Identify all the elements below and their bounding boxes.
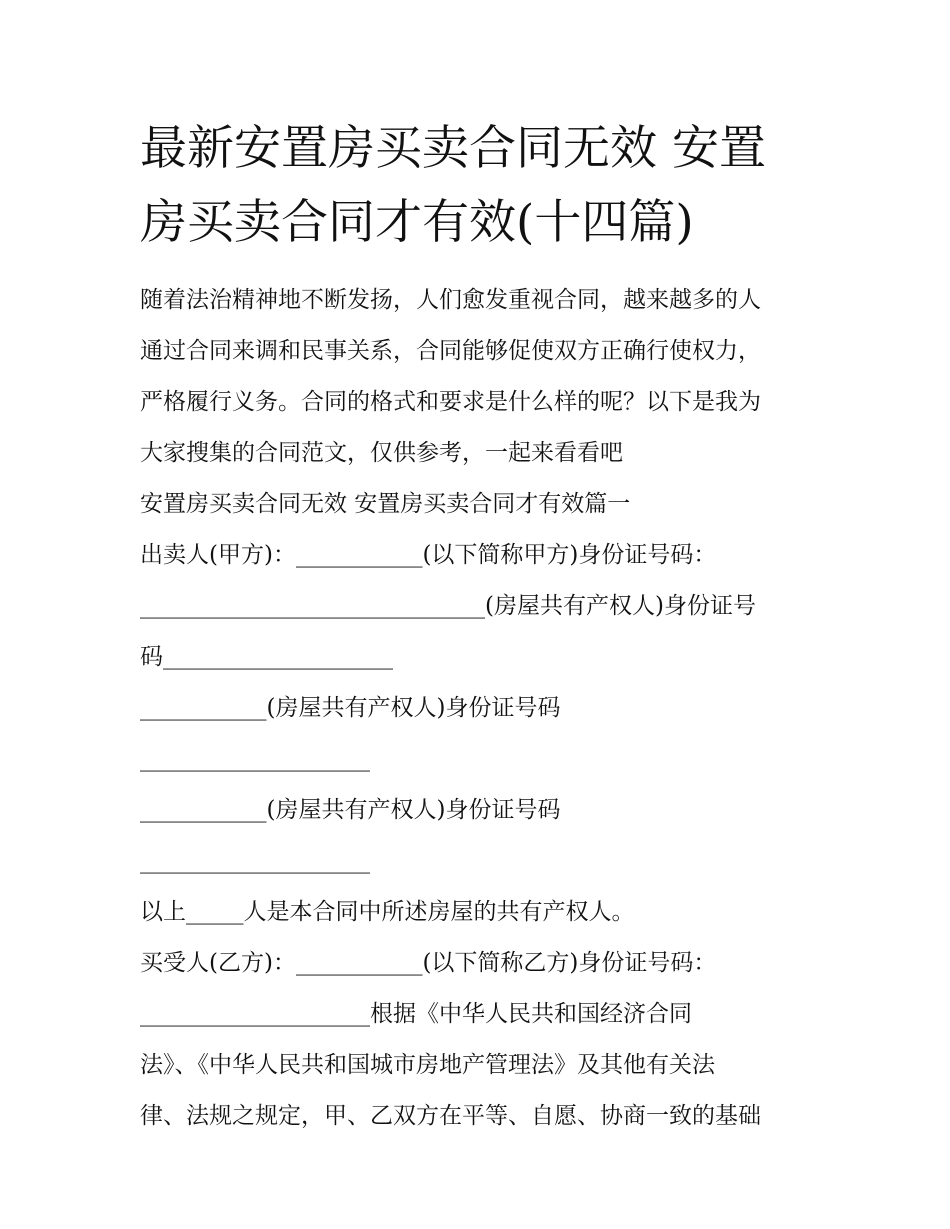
document-title xyxy=(140,112,830,260)
section-heading: 安置房买卖合同无效 安置房买卖合同才有效篇一 xyxy=(140,491,631,517)
seller-line: 出卖人(甲方)：___________(以下简称甲方)身份证号码： xyxy=(140,542,717,568)
legal-basis-line-2: 法》、《中华人民共和国城市房地产管理法》及其他有关法 xyxy=(140,1052,715,1078)
intro-line-1: 随着法治精神地不断发扬，人们愈发重视合同，越来越多的人 xyxy=(140,287,761,313)
title-line-1: 最新安置房买卖合同无效 安置 xyxy=(140,121,766,176)
co-owner-line-3: ___________(房屋共有产权人)身份证号码 xyxy=(140,797,561,823)
co-owner-id-line-1: 码____________________ xyxy=(140,644,393,670)
buyer-line: 买受人(乙方)：___________(以下简称乙方)身份证号码： xyxy=(140,950,717,976)
intro-line-4: 大家搜集的合同范文，仅供参考，一起来看看吧 xyxy=(140,440,623,466)
document-body xyxy=(140,278,840,1145)
title-line-2: 房买卖合同才有效(十四篇) xyxy=(140,195,694,250)
legal-basis-line-1: ____________________根据《中华人民共和国经济合同 xyxy=(140,1001,692,1027)
legal-basis-line-3: 律、法规之规定，甲、乙双方在平等、自愿、协商一致的基础 xyxy=(140,1103,761,1129)
intro-line-3: 严格履行义务。合同的格式和要求是什么样的呢？以下是我为 xyxy=(140,389,761,415)
co-owner-summary-line: 以上_____人是本合同中所述房屋的共有产权人。 xyxy=(140,899,635,925)
co-owner-id-line-2: ____________________ xyxy=(140,746,370,772)
co-owner-line-2: ___________(房屋共有产权人)身份证号码 xyxy=(140,695,561,721)
co-owner-id-line-3: ____________________ xyxy=(140,848,370,874)
co-owner-line-1: ______________________________(房屋共有产权人)身份证号 xyxy=(140,593,756,619)
intro-line-2: 通过合同来调和民事关系，合同能够促使双方正确行使权力， xyxy=(140,338,761,364)
